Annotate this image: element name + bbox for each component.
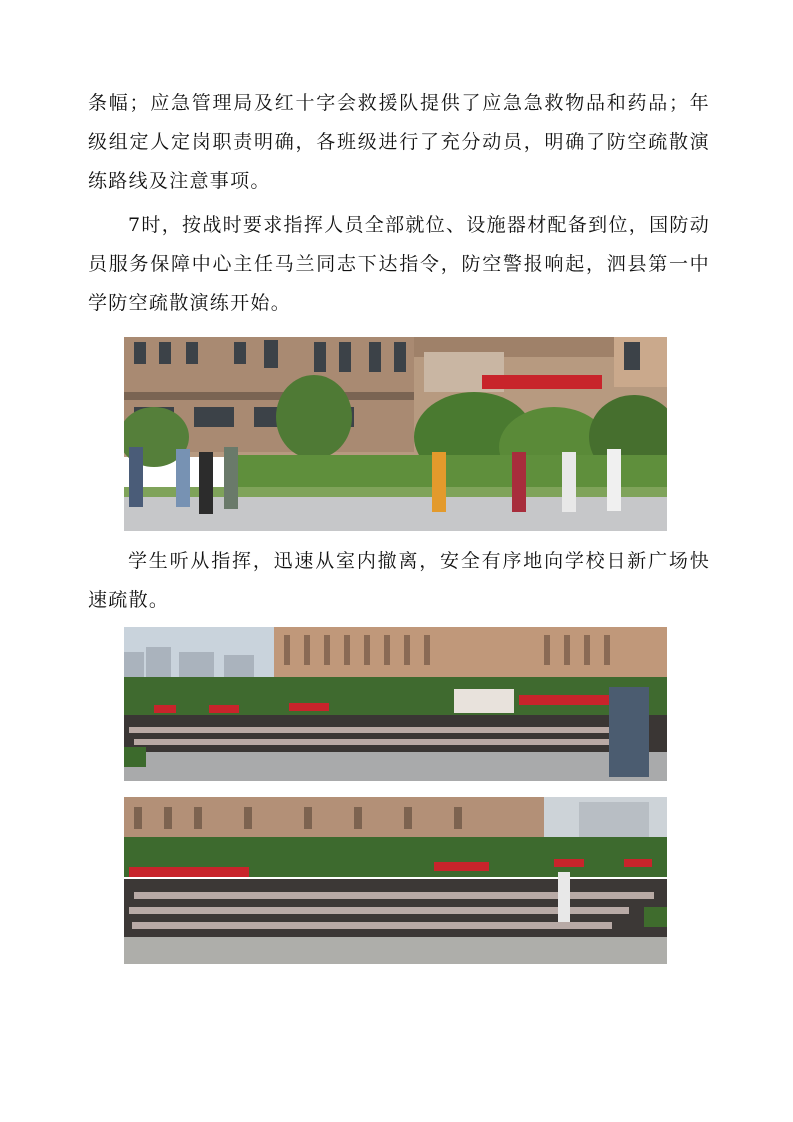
- paragraph-2: 7时，按战时要求指挥人员全部就位、设施器材配备到位，国防动员服务保障中心主任马兰同志下达指令，防空警报响起，泗县第一中学防空疏散演练开始。: [88, 214, 710, 314]
- paragraph-3: 学生听从指挥，迅速从室内撤离，安全有序地向学校日新广场快速疏散。: [88, 550, 710, 611]
- photo-evacuation-running: [124, 337, 667, 531]
- photo-crouching-wide-icon: [124, 797, 667, 964]
- photo-students-crouching-1: [124, 627, 667, 781]
- photo-crouching-icon: [124, 627, 667, 781]
- paragraph-1: 条幅；应急管理局及红十字会救援队提供了应急急救物品和药品；年级组定人定岗职责明确，各班级进行了充分动员，明确了防空疏散演练路线及注意事项。: [88, 92, 710, 192]
- photo-students-crouching-2: [124, 797, 667, 964]
- photo-running-icon: [124, 337, 667, 531]
